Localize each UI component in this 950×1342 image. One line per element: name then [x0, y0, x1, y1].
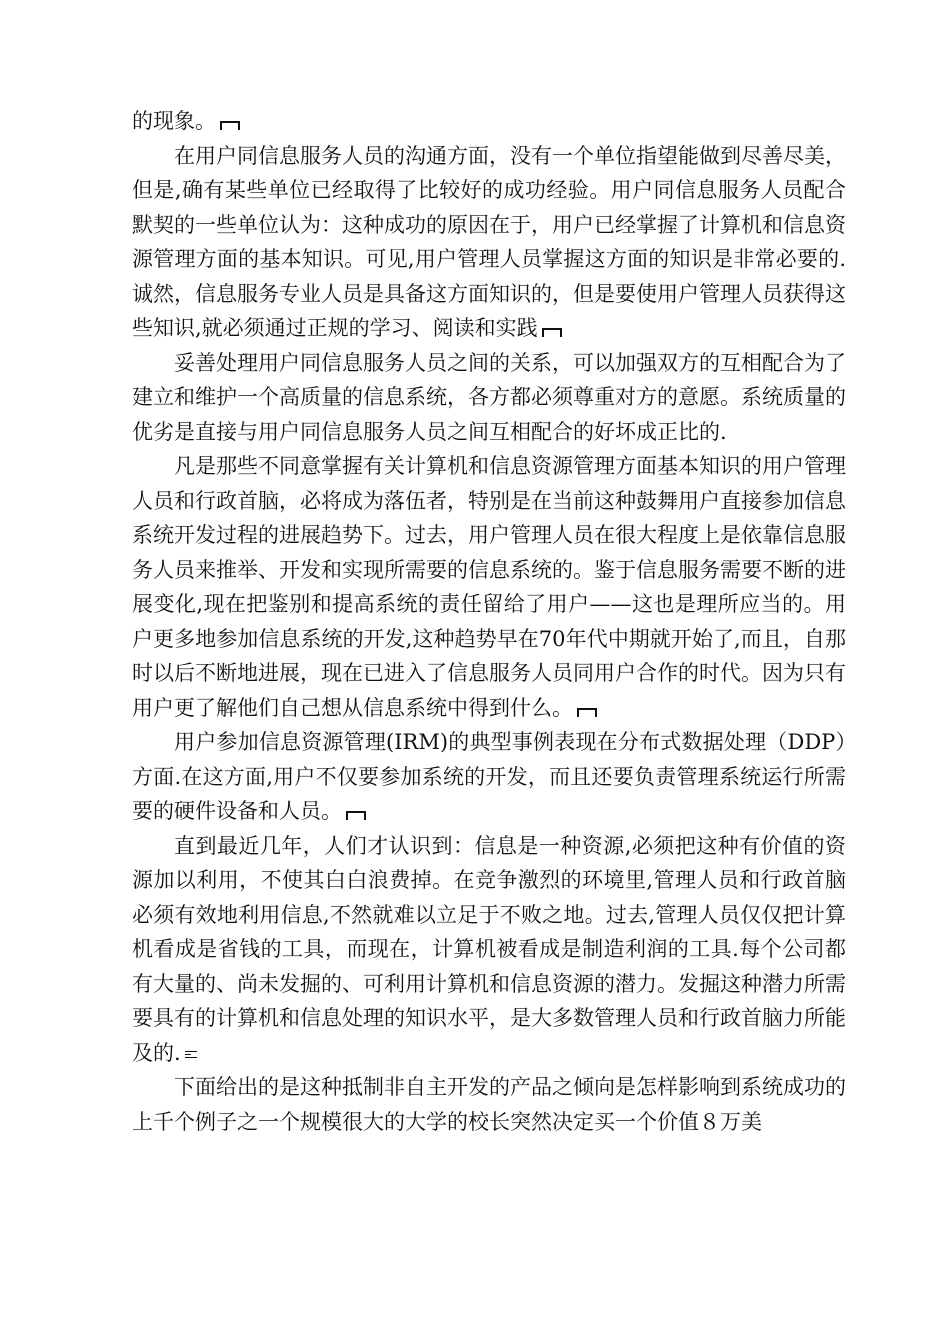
paragraph-7 [132, 1070, 846, 1139]
paragraph-6-text: 直到最近几年，人们才认识到：信息是一种资源,必须把这种有价值的资源加以利用，不使其白白浪费掉。在竞争激烈的环境里,管理人员和行政首脑必须有效地利用信息,不然就难以立足于不败之地。过去,管理人员仅仅把计算机看成是省钱的工具，而现在，计算机被看成是制造利润的工具.每个公司都有大量的、尚未发掘的、可利用计算机和信息资源的潜力。发掘这种潜力所需要具有的计算机和信息处理的知识水平，是大多数管理人员和行政首脑力所能及的. [132, 833, 846, 1065]
paragraph-2-text: 在用户同信息服务人员的沟通方面，没有一个单位指望能做到尽善尽美，但是,确有某些单位已经取得了比较好的成功经验。用户同信息服务人员配合默契的一些单位认为：这种成功的原因在于，用户已经掌握了计算机和信息资源管理方面的基本知识。可见,用户管理人员掌握这方面的知识是非常必要的.诚然，信息服务专业人员是具备这方面知识的，但是要使用户管理人员获得这些知识,就必须通过正规的学习、阅读和实践 [132, 143, 846, 340]
paragraph-5 [132, 725, 846, 829]
paragraph-6 [132, 829, 846, 1071]
paragraph-4-text: 凡是那些不同意掌握有关计算机和信息资源管理方面基本知识的用户管理人员和行政首脑，必将成为落伍者，特别是在当前这种鼓舞用户直接参加信息系统开发过程的进展趋势下。过去，用户管理人员在很大程度上是依靠信息服务人员来推举、开发和实现所需要的信息系统的。鉴于信息服务需要不断的进展变化,现在把鉴别和提高系统的责任留给了用户——这也是理所应当的。用户更多地参加信息系统的开发,这种趋势早在70年代中期就开始了,而且，自那时以后不断地进展，现在已进入了信息服务人员同用户合作的时代。因为只有用户更了解他们自己想从信息系统中得到什么。 [132, 454, 846, 720]
paragraph-1 [132, 104, 846, 139]
return-mark-icon [220, 118, 240, 130]
return-mark-icon [577, 705, 597, 717]
paragraph-7-text: 下面给出的是这种抵制非自主开发的产品之倾向是怎样影响到系统成功的上千个例子之一个规模很大的大学的校长突然决定买一个价值８万美 [132, 1075, 846, 1134]
paragraph-1-text: 的现象。 [132, 109, 216, 133]
paragraph-3-text: 妥善处理用户同信息服务人员之间的关系，可以加强双方的互相配合为了建立和维护一个高质量的信息系统，各方都必须尊重对方的意愿。系统质量的优劣是直接与用户同信息服务人员之间互相配合的好坏成正比的. [132, 350, 846, 444]
enter-mark-icon [185, 1048, 201, 1060]
paragraph-3 [132, 346, 846, 450]
return-mark-icon [346, 808, 366, 820]
paragraph-4 [132, 449, 846, 725]
return-mark-icon [542, 325, 562, 337]
document-page [132, 104, 846, 1139]
paragraph-5-text: 用户参加信息资源管理(IRM)的典型事例表现在分布式数据处理（DDP）方面.在这方面,用户不仅要参加系统的开发，而且还要负责管理系统运行所需要的硬件设备和人员。 [132, 730, 846, 823]
paragraph-2 [132, 139, 846, 346]
